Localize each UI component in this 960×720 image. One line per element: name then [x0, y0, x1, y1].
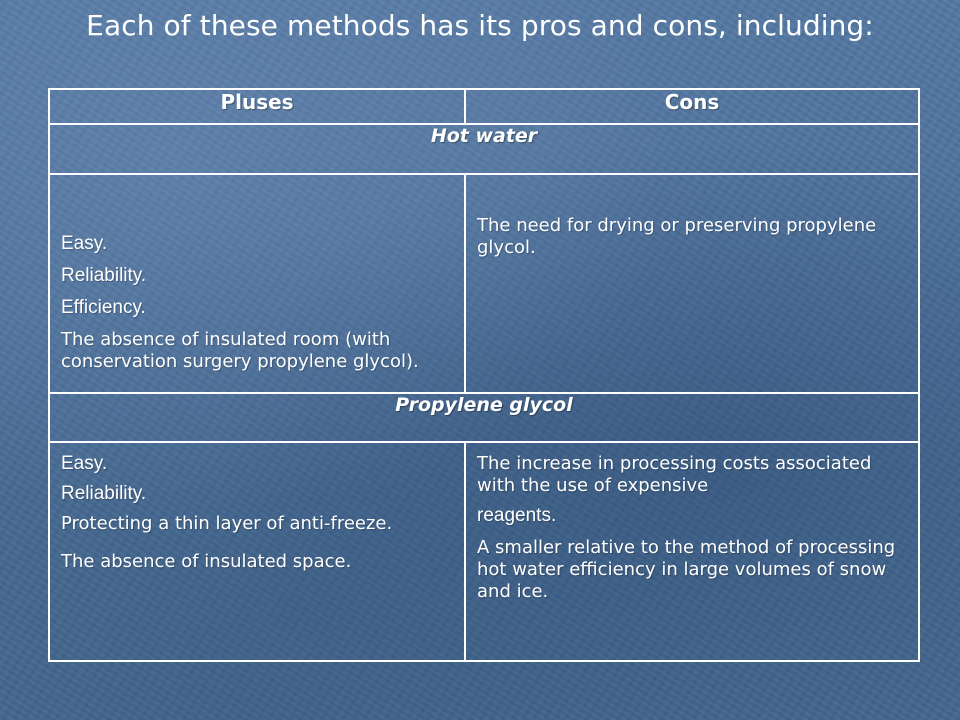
section-title-propylene-glycol: Propylene glycol: [49, 393, 919, 443]
hot-water-plus-item: Reliability.: [61, 265, 147, 287]
propylene-glycol-pluses-cell: [49, 442, 465, 661]
hot-water-plus-item: Efficiency.: [61, 297, 146, 319]
hot-water-cons-cell: [465, 174, 919, 393]
header-pluses: Pluses: [49, 89, 465, 124]
section-title-hot-water: Hot water: [49, 124, 919, 174]
section-row-propylene-glycol: [49, 393, 919, 443]
header-row: [49, 89, 919, 124]
propylene-glycol-con-item: A smaller relative to the method of processing hot water efficiency in large volumes of snow and ice.: [477, 537, 896, 603]
content-row-hot-water: [49, 174, 919, 393]
slide-title: Each of these methods has its pros and cons, including:: [86, 9, 874, 42]
propylene-glycol-plus-item: The absence of insulated space.: [61, 551, 352, 573]
section-row-hot-water: [49, 124, 919, 174]
pros-cons-table: [48, 88, 920, 662]
pros-cons-table-container: [48, 88, 918, 662]
propylene-glycol-plus-item: Reliability.: [61, 483, 147, 505]
propylene-glycol-con-item: reagents.: [477, 505, 557, 527]
hot-water-con-item: The need for drying or preserving propylene glycol.: [477, 215, 877, 259]
propylene-glycol-con-item: The increase in processing costs associated with the use of expensive: [477, 453, 872, 497]
hot-water-plus-item: The absence of insulated room (with conservation surgery propylene glycol).: [61, 329, 419, 373]
propylene-glycol-plus-item: Easy.: [61, 453, 108, 475]
content-row-propylene-glycol: [49, 442, 919, 661]
hot-water-plus-item: Easy.: [61, 233, 108, 255]
propylene-glycol-cons-cell: [465, 442, 919, 661]
hot-water-pluses-cell: [49, 174, 465, 393]
header-cons: Cons: [465, 89, 919, 124]
propylene-glycol-plus-item: Protecting a thin layer of anti-freeze.: [61, 513, 393, 535]
